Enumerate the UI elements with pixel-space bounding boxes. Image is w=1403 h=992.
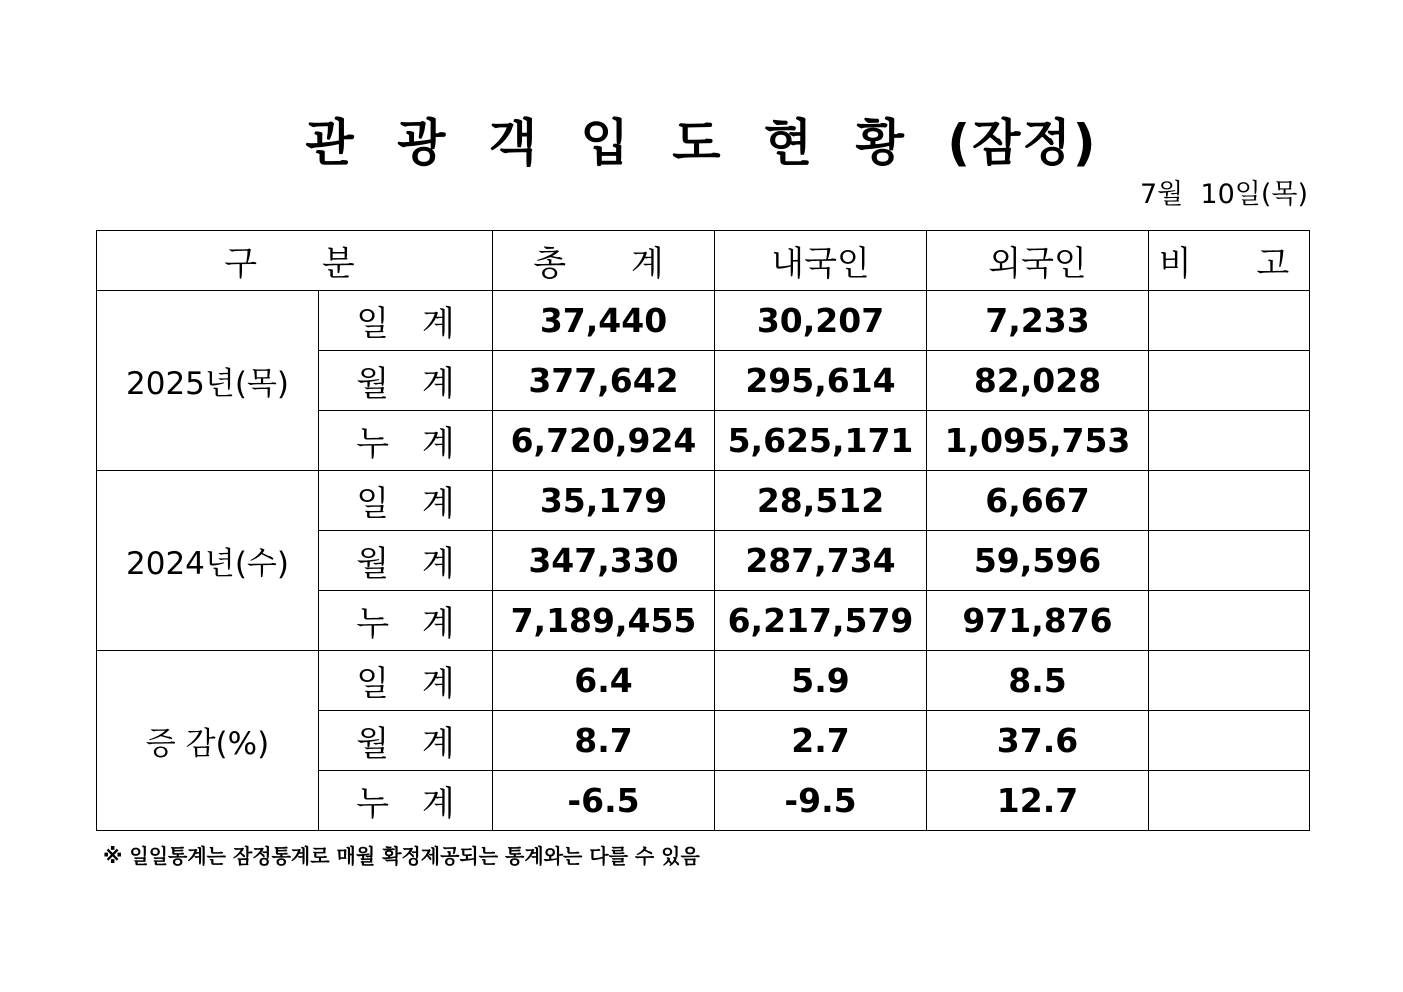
remarks-cell: [1149, 651, 1310, 711]
total-value: 377,642: [493, 351, 715, 411]
row-label: 누 계: [319, 411, 493, 471]
foreign-value: 8.5: [927, 651, 1149, 711]
group-label-change: 증 감(%): [97, 651, 319, 831]
foreign-value: 12.7: [927, 771, 1149, 831]
table-row: [97, 651, 1310, 711]
row-label: 월 계: [319, 711, 493, 771]
foreign-value: 37.6: [927, 711, 1149, 771]
page-title: 관 광 객 입 도 현 황 (잠정): [305, 114, 1098, 172]
header-foreign: 외국인: [927, 231, 1149, 291]
total-value: 6.4: [493, 651, 715, 711]
domestic-value: 6,217,579: [715, 591, 927, 651]
remarks-cell: [1149, 411, 1310, 471]
domestic-value: 5.9: [715, 651, 927, 711]
table-row: [97, 471, 1310, 531]
total-value: 7,189,455: [493, 591, 715, 651]
remarks-cell: [1149, 711, 1310, 771]
row-label: 일 계: [319, 651, 493, 711]
foreign-value: 6,667: [927, 471, 1149, 531]
remarks-cell: [1149, 771, 1310, 831]
remarks-cell: [1149, 291, 1310, 351]
domestic-value: 295,614: [715, 351, 927, 411]
foreign-value: 7,233: [927, 291, 1149, 351]
row-label: 월 계: [319, 531, 493, 591]
group-label-2025: 2025년(목): [97, 291, 319, 471]
total-value: -6.5: [493, 771, 715, 831]
remarks-cell: [1149, 591, 1310, 651]
domestic-value: 2.7: [715, 711, 927, 771]
group-label-2024: 2024년(수): [97, 471, 319, 651]
domestic-value: 30,207: [715, 291, 927, 351]
row-label: 일 계: [319, 471, 493, 531]
total-value: 37,440: [493, 291, 715, 351]
visitor-stats-table: [96, 230, 1310, 831]
header-row: [97, 231, 1310, 291]
header-category: 구 분: [97, 231, 493, 291]
total-value: 35,179: [493, 471, 715, 531]
row-label: 누 계: [319, 591, 493, 651]
domestic-value: -9.5: [715, 771, 927, 831]
total-value: 347,330: [493, 531, 715, 591]
foreign-value: 59,596: [927, 531, 1149, 591]
remarks-cell: [1149, 471, 1310, 531]
foreign-value: 971,876: [927, 591, 1149, 651]
foreign-value: 82,028: [927, 351, 1149, 411]
header-remarks: 비 고: [1149, 231, 1310, 291]
domestic-value: 28,512: [715, 471, 927, 531]
header-domestic: 내국인: [715, 231, 927, 291]
footnote: ※ 일일통계는 잠정통계로 매월 확정제공되는 통계와는 다를 수 있음: [103, 844, 700, 868]
foreign-value: 1,095,753: [927, 411, 1149, 471]
row-label: 일 계: [319, 291, 493, 351]
total-value: 8.7: [493, 711, 715, 771]
header-total: 총 계: [493, 231, 715, 291]
report-date: 7월 10일(목): [1139, 179, 1308, 210]
total-value: 6,720,924: [493, 411, 715, 471]
remarks-cell: [1149, 351, 1310, 411]
row-label: 월 계: [319, 351, 493, 411]
remarks-cell: [1149, 531, 1310, 591]
domestic-value: 287,734: [715, 531, 927, 591]
table-row: [97, 291, 1310, 351]
domestic-value: 5,625,171: [715, 411, 927, 471]
row-label: 누 계: [319, 771, 493, 831]
